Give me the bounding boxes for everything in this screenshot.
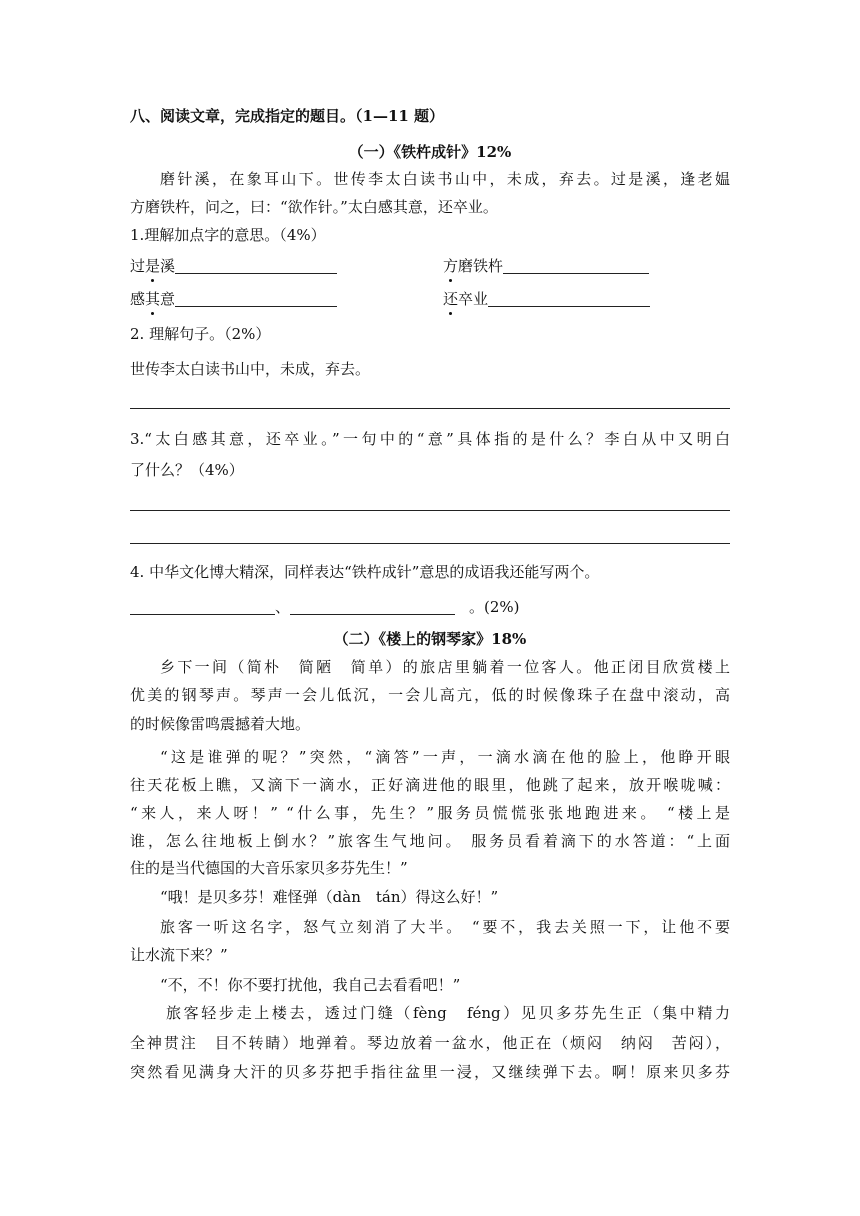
answer-line[interactable] xyxy=(130,543,730,544)
passage2-line: 的时候像雷鸣震撼着大地。 xyxy=(130,715,311,733)
passage2-title: （二）《楼上的钢琴家》18% xyxy=(333,630,527,648)
q1-item: 方磨铁杵 xyxy=(443,256,649,276)
q2-sentence: 世传李太白读书山中，未成，弃去。 xyxy=(130,360,371,378)
passage2-line: “哦！是贝多芬！难怪弹（dàn tán）得这么好！” xyxy=(160,888,499,906)
answer-blank[interactable] xyxy=(290,598,455,615)
q2-prompt: 2. 理解句子。（2%） xyxy=(130,325,271,343)
answer-blank[interactable] xyxy=(130,598,275,615)
passage2-line: 乡下一间（简朴 简陋 简单）的旅店里躺着一位客人。他正闭目欣赏楼上 xyxy=(160,658,730,676)
q4-prompt: 4. 中华文化博大精深，同样表达“铁杵成针”意思的成语我还能写两个。 xyxy=(130,563,600,581)
passage2-line: “这是谁弹的呢？”突然，“滴答”一声，一滴水滴在他的脸上，他睁开眼 xyxy=(160,748,730,766)
q1-item: 感其意 xyxy=(130,289,337,309)
passage2-line: 全神贯注 目不转睛）地弹着。琴边放着一盆水，他正在（烦闷 纳闷 苦闷）， xyxy=(130,1034,730,1052)
passage2-line: 让水流下来？” xyxy=(130,946,228,964)
passage2-line: “不，不！你不要打扰他，我自己去看看吧！” xyxy=(160,976,461,994)
answer-blank[interactable] xyxy=(503,257,649,274)
q4-blanks: 、 。(2%) xyxy=(130,597,520,617)
passage2-line: 突然看见满身大汗的贝多芬把手指往盆里一浸，又继续弹下去。啊！原来贝多芬 xyxy=(130,1063,730,1081)
q1-prompt: 1.理解加点字的意思。（4%） xyxy=(130,226,326,244)
q4-score: 。(2%) xyxy=(469,598,520,616)
dotted-char: 是 xyxy=(145,257,161,275)
q3-prompt: 了什么？（4%） xyxy=(130,461,244,479)
passage2-line: 往天花板上瞧，又滴下一滴水，正好滴进他的眼里，他跳了起来，放开喉咙喊： xyxy=(130,776,730,794)
section-heading: 八、阅读文章，完成指定的题目。（1—11 题） xyxy=(130,107,445,125)
passage1-line: 磨针溪，在象耳山下。世传李太白读书山中，未成，弃去。过是溪，逢老媪 xyxy=(160,170,730,188)
q3-prompt: 3.“太白感其意，还卒业。”一句中的“意”具体指的是什么？李白从中又明白 xyxy=(130,430,730,448)
q1-item: 过是溪 xyxy=(130,256,337,276)
answer-line[interactable] xyxy=(130,408,730,409)
answer-blank[interactable] xyxy=(488,290,650,307)
dotted-char: 方 xyxy=(443,257,459,275)
passage1-line: 方磨铁杵，问之，曰：“欲作针。”太白感其意，还卒业。 xyxy=(130,198,498,216)
q1-item: 还卒业 xyxy=(443,289,650,309)
passage2-line: 谁，怎么往地板上倒水？”旅客生气地问。 服务员看着滴下的水答道：“上面 xyxy=(130,832,730,850)
passage1-title: （一）《铁杵成针》12% xyxy=(348,143,512,161)
answer-blank[interactable] xyxy=(175,257,337,274)
dotted-char: 还 xyxy=(443,290,459,308)
dotted-char: 其 xyxy=(145,290,161,308)
passage2-line: “来人，来人呀！” “什么事，先生？”服务员慌慌张张地跑进来。 “楼上是 xyxy=(130,804,730,822)
passage2-line: 旅客轻步走上楼去，透过门缝（fèng féng）见贝多芬先生正（集中精力 xyxy=(166,1004,730,1022)
answer-line[interactable] xyxy=(130,510,730,511)
passage2-line: 住的是当代德国的大音乐家贝多芬先生！” xyxy=(130,859,408,877)
passage2-line: 优美的钢琴声。琴声一会儿低沉，一会儿高亢，低的时候像珠子在盘中滚动，高 xyxy=(130,686,730,704)
answer-blank[interactable] xyxy=(175,290,337,307)
passage2-line: 旅客一听这名字，怒气立刻消了大半。 “要不，我去关照一下，让他不要 xyxy=(160,918,730,936)
